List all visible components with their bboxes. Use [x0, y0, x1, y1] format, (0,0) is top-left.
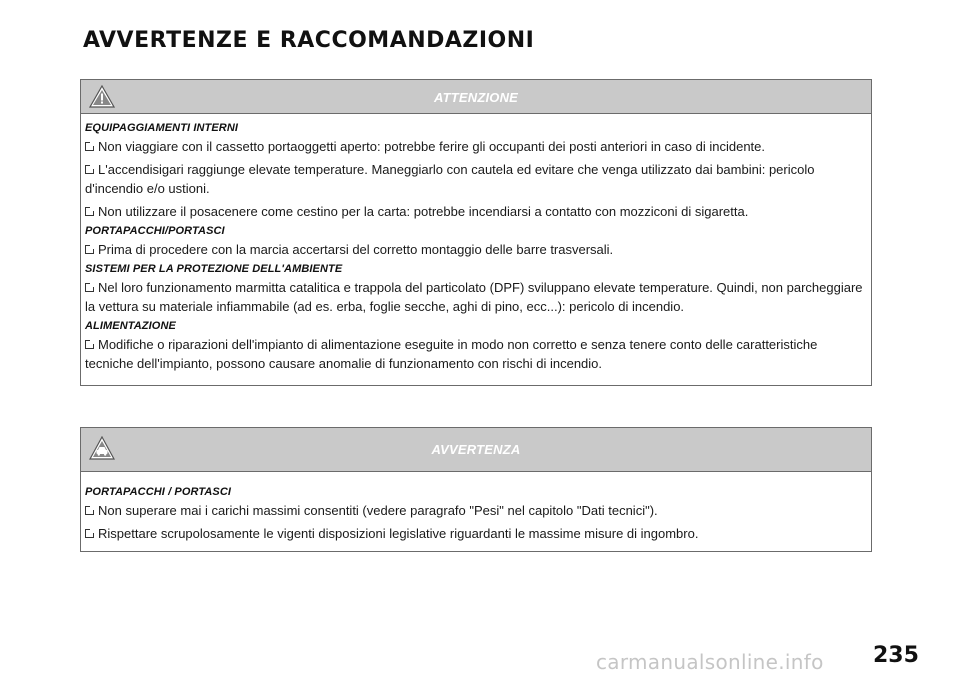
page-title: AVVERTENZE E RACCOMANDAZIONI	[83, 28, 535, 53]
page-number: 235	[873, 643, 919, 668]
list-item: Non superare mai i carichi massimi consentiti (vedere paragrafo "Pesi" nel capitolo "Dati tecnici").	[85, 501, 871, 520]
checkbox-bullet-icon	[85, 340, 94, 349]
list-item: Rispettare scrupolosamente le vigenti disposizioni legislative riguardanti le massime misure di ingombro.	[85, 524, 871, 543]
checkbox-bullet-icon	[85, 207, 94, 216]
attention-panel-header	[81, 80, 871, 114]
warning-panel	[80, 427, 872, 552]
list-item: Modifiche o riparazioni dell'impianto di alimentazione eseguite in modo non corretto e senza tenere conto delle caratteristiche tecniche dell'impianto, possono causare anomalie di funzionamento con rischi di incendio.	[85, 337, 818, 371]
checkbox-bullet-icon	[85, 142, 94, 151]
list-item: Prima di procedere con la marcia accertarsi del corretto montaggio delle barre trasversali.	[85, 240, 871, 259]
list-item: L'accendisigari raggiunge elevate temperature. Maneggiarlo con cautela ed evitare che venga utilizzato dai bambini: pericolo d'incendio e/o ustioni.	[85, 162, 815, 196]
section-heading: PORTAPACCHI/PORTASCI	[85, 225, 225, 237]
checkbox-bullet-icon	[85, 529, 94, 538]
warning-panel-title: AVVERTENZA	[431, 442, 521, 457]
warning-panel-header	[81, 428, 871, 472]
list-item: Non utilizzare il posacenere come cestino per la carta: potrebbe incendiarsi a contatto con mozziconi di sigaretta.	[85, 202, 871, 221]
checkbox-bullet-icon	[85, 506, 94, 515]
section-heading: PORTAPACCHI / PORTASCI	[85, 486, 232, 498]
list-item: Non viaggiare con il cassetto portaoggetti aperto: potrebbe ferire gli occupanti dei posti anteriori in caso di incidente.	[85, 137, 871, 156]
list-item: Nel loro funzionamento marmitta catalitica e trappola del particolato (DPF) sviluppano elevate temperature. Quindi, non parcheggiare la vettura su materiale infiammabile (ad es. erba, foglie secche, aghi di pino, ecc...): pericolo di incendio.	[85, 280, 863, 314]
attention-panel-title: ATTENZIONE	[433, 90, 519, 105]
checkbox-bullet-icon	[85, 283, 94, 292]
section-heading: SISTEMI PER LA PROTEZIONE DELL'AMBIENTE	[85, 263, 343, 275]
checkbox-bullet-icon	[85, 245, 94, 254]
watermark: carmanualsonline.info	[596, 650, 824, 674]
section-heading: ALIMENTAZIONE	[85, 320, 176, 332]
section-heading: EQUIPAGGIAMENTI INTERNI	[85, 122, 239, 134]
checkbox-bullet-icon	[85, 165, 94, 174]
attention-panel	[80, 79, 872, 386]
